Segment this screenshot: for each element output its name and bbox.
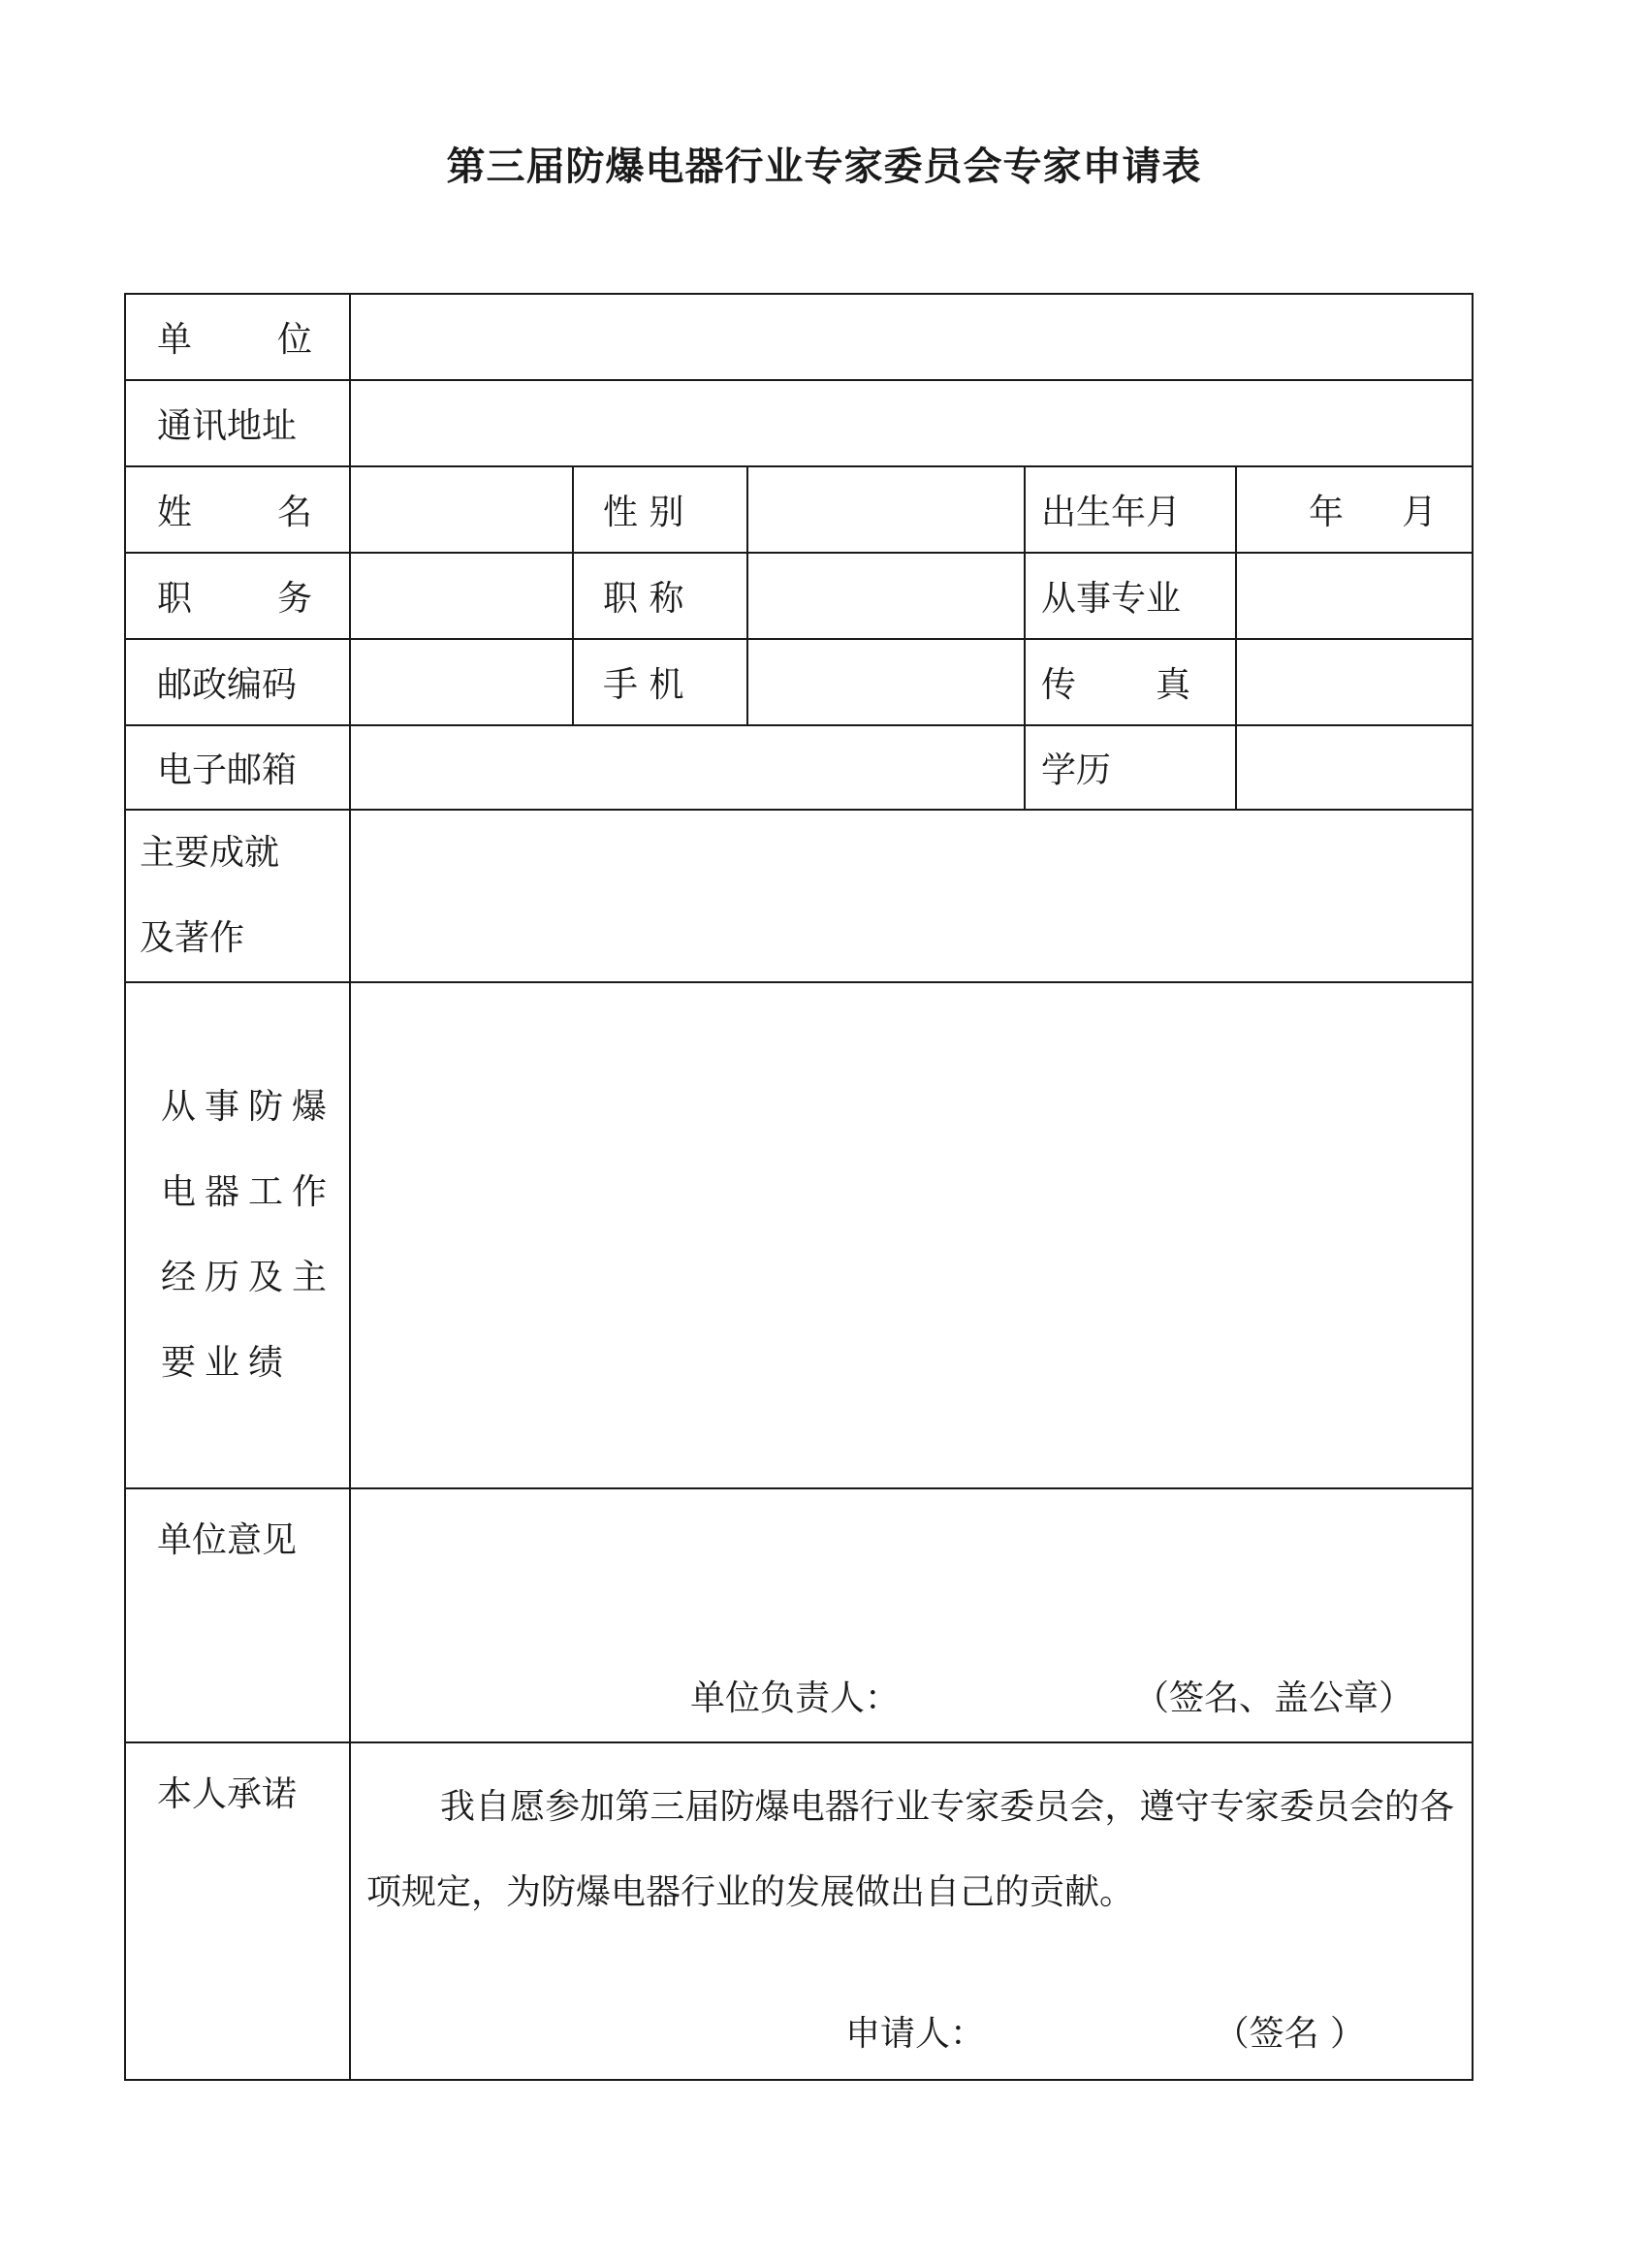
label-specialty: 从事专业 (1025, 553, 1236, 639)
field-unit[interactable] (350, 294, 1473, 380)
label-fax: 传 真 (1025, 639, 1236, 725)
field-fax[interactable] (1236, 639, 1473, 725)
row-pledge (125, 1742, 1473, 2080)
label-pledge: 本人承诺 (125, 1742, 350, 2080)
label-achievements: 主要成就 及著作 (125, 810, 350, 982)
row-achievements (125, 810, 1473, 982)
field-position[interactable] (350, 553, 573, 639)
label-experience: 从事防爆 电器工作 经历及主 要业绩 (125, 982, 350, 1488)
field-education[interactable] (1236, 725, 1473, 810)
birth-year-label: 年 (1309, 493, 1345, 532)
field-postcode[interactable] (350, 639, 573, 725)
label-unit-opinion: 单位意见 (125, 1488, 350, 1742)
label-education: 学历 (1025, 725, 1236, 810)
label-title: 职 称 (573, 553, 747, 639)
unit-leader-label: 单位负责人： (690, 1678, 901, 1718)
field-email[interactable] (350, 725, 1025, 810)
unit-signature-line (690, 1671, 1472, 1720)
field-address[interactable] (350, 380, 1473, 466)
field-achievements[interactable] (350, 810, 1473, 982)
field-specialty[interactable] (1236, 553, 1473, 639)
label-email: 电子邮箱 (125, 725, 350, 810)
label-name: 姓 名 (125, 466, 350, 553)
field-pledge (350, 1742, 1473, 2080)
row-unit (125, 294, 1473, 380)
applicant-signature-line (845, 2006, 1472, 2056)
field-title[interactable] (747, 553, 1025, 639)
field-experience[interactable] (350, 982, 1473, 1488)
row-experience (125, 982, 1473, 1488)
row-address (125, 380, 1473, 466)
row-email (125, 725, 1473, 810)
application-form (124, 293, 1474, 2081)
applicant-sign-note: （签名 ） (1214, 2014, 1366, 2054)
row-unit-opinion (125, 1488, 1473, 1742)
unit-sign-note: （签名、盖公章） (1134, 1678, 1414, 1718)
pledge-text: 我自愿参加第三届防爆电器行业专家委员会，遵守专家委员会的各项规定，为防爆电器行业的发展做出自己的贡献。 (366, 1787, 1455, 1912)
label-unit: 单 位 (125, 294, 350, 380)
field-unit-opinion[interactable] (350, 1488, 1473, 1742)
row-position (125, 553, 1473, 639)
field-mobile[interactable] (747, 639, 1025, 725)
label-address: 通讯地址 (125, 380, 350, 466)
row-postcode (125, 639, 1473, 725)
field-birth[interactable] (1236, 466, 1473, 553)
birth-month-label: 月 (1402, 493, 1438, 532)
field-gender[interactable] (747, 466, 1025, 553)
label-postcode: 邮政编码 (125, 639, 350, 725)
row-name (125, 466, 1473, 553)
field-name[interactable] (350, 466, 573, 553)
page-title: 第三届防爆电器行业专家委员会专家申请表 (446, 144, 1202, 189)
label-position: 职 务 (125, 553, 350, 639)
applicant-label: 申请人： (845, 2014, 986, 2054)
label-birth: 出生年月 (1025, 466, 1236, 553)
label-mobile: 手 机 (573, 639, 747, 725)
label-gender: 性 别 (573, 466, 747, 553)
